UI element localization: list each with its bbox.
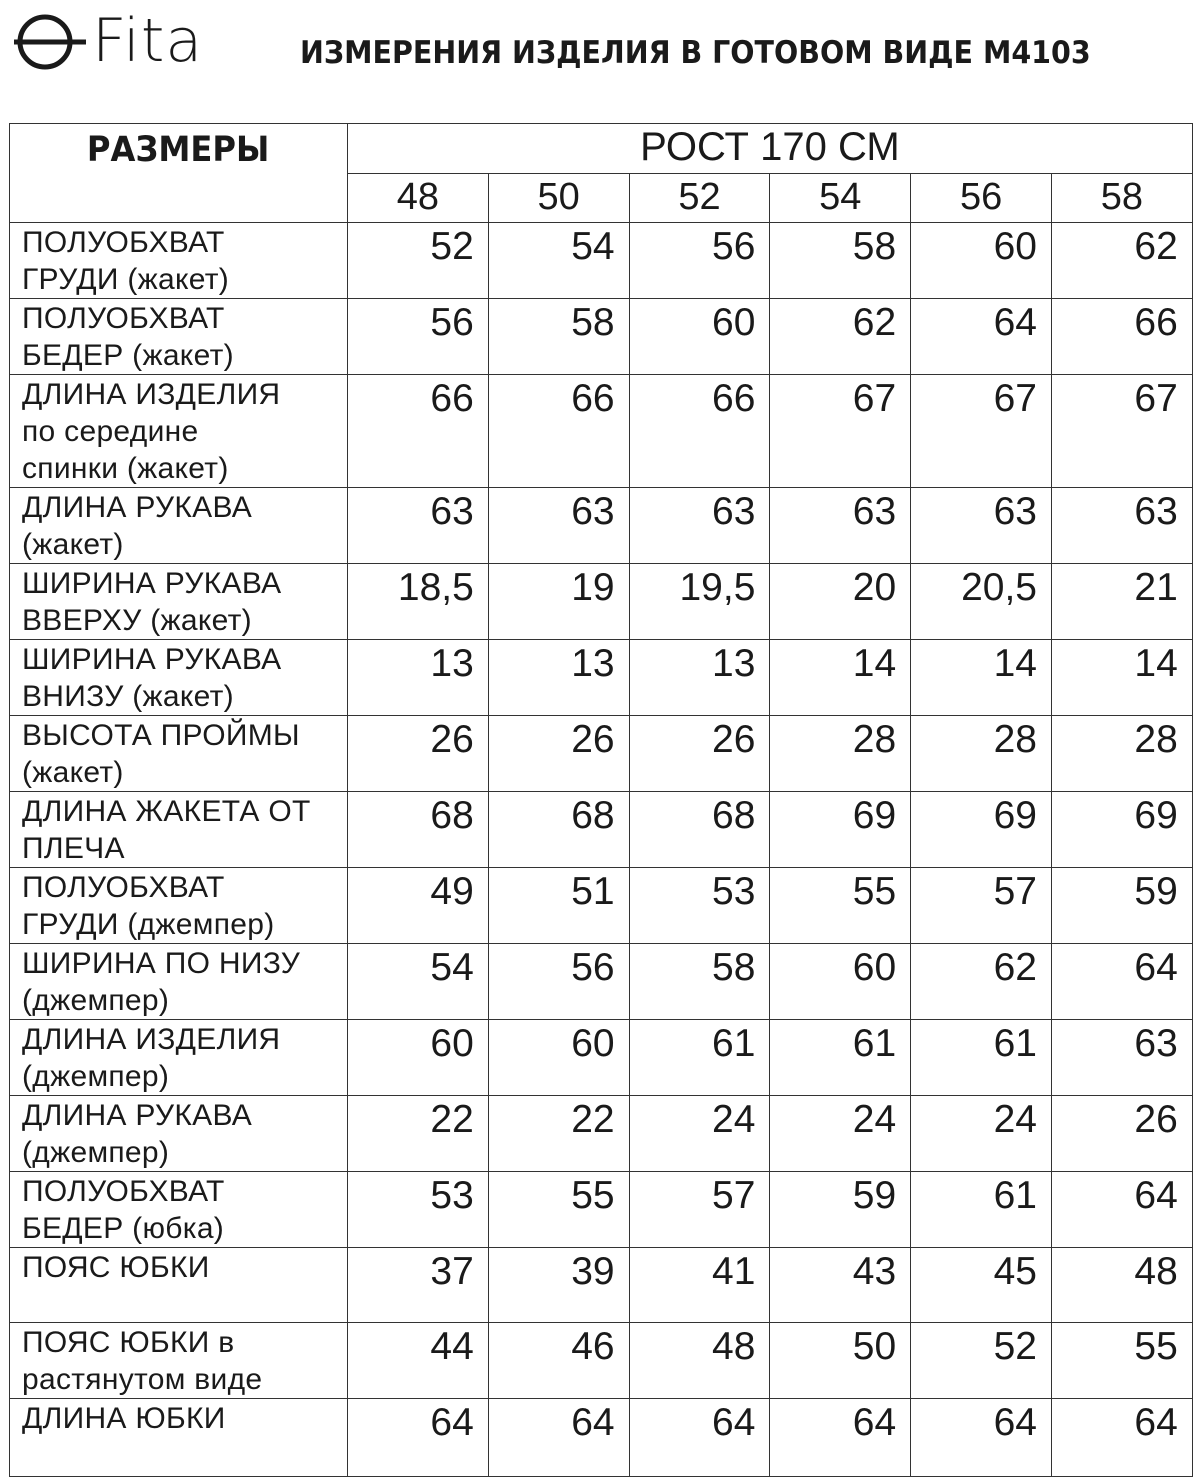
measurement-value: 59 bbox=[770, 1172, 911, 1248]
measurement-value: 48 bbox=[1051, 1248, 1192, 1323]
measurement-value: 13 bbox=[348, 640, 489, 716]
measurement-value: 63 bbox=[1051, 1020, 1192, 1096]
measurement-value: 69 bbox=[911, 792, 1052, 868]
measurement-value: 61 bbox=[629, 1020, 770, 1096]
size-header: 52 bbox=[629, 173, 770, 223]
measurement-value: 67 bbox=[770, 375, 911, 488]
measurement-value: 68 bbox=[629, 792, 770, 868]
measurement-value: 67 bbox=[1051, 375, 1192, 488]
measurement-value: 56 bbox=[348, 299, 489, 375]
measurement-value: 64 bbox=[348, 1399, 489, 1477]
measurement-value: 61 bbox=[911, 1172, 1052, 1248]
measurement-value: 55 bbox=[770, 868, 911, 944]
measurement-value: 60 bbox=[348, 1020, 489, 1096]
measurement-value: 69 bbox=[1051, 792, 1192, 868]
table-row bbox=[10, 716, 1193, 792]
measurement-label: ДЛИНА РУКАВА (жакет) bbox=[10, 488, 348, 564]
measurement-value: 49 bbox=[348, 868, 489, 944]
measurement-value: 63 bbox=[348, 488, 489, 564]
table-row bbox=[10, 1248, 1193, 1323]
measurement-value: 64 bbox=[629, 1399, 770, 1477]
measurement-value: 63 bbox=[629, 488, 770, 564]
measurement-value: 28 bbox=[911, 716, 1052, 792]
measurement-label: ДЛИНА РУКАВА (джемпер) bbox=[10, 1096, 348, 1172]
measurement-value: 60 bbox=[911, 223, 1052, 299]
fita-logo-icon bbox=[12, 8, 88, 74]
measurement-label: ШИРИНА ПО НИЗУ (джемпер) bbox=[10, 944, 348, 1020]
measurement-label: ШИРИНА РУКАВА ВНИЗУ (жакет) bbox=[10, 640, 348, 716]
measurement-value: 19,5 bbox=[629, 564, 770, 640]
measurement-value: 54 bbox=[348, 944, 489, 1020]
brand-name: Fita bbox=[92, 6, 204, 76]
table-row bbox=[10, 223, 1193, 299]
table-row bbox=[10, 944, 1193, 1020]
measurement-value: 14 bbox=[1051, 640, 1192, 716]
measurement-value: 61 bbox=[911, 1020, 1052, 1096]
measurement-value: 14 bbox=[770, 640, 911, 716]
measurement-value: 26 bbox=[348, 716, 489, 792]
size-header: 50 bbox=[488, 173, 629, 223]
measurement-value: 62 bbox=[1051, 223, 1192, 299]
measurement-value: 60 bbox=[488, 1020, 629, 1096]
measurement-value: 28 bbox=[1051, 716, 1192, 792]
height-header: РОСТ 170 СМ bbox=[348, 124, 1193, 174]
measurement-value: 26 bbox=[1051, 1096, 1192, 1172]
measurement-value: 46 bbox=[488, 1323, 629, 1399]
measurement-value: 60 bbox=[629, 299, 770, 375]
measurement-value: 68 bbox=[488, 792, 629, 868]
measurement-value: 24 bbox=[629, 1096, 770, 1172]
measurement-value: 24 bbox=[770, 1096, 911, 1172]
measurement-value: 20 bbox=[770, 564, 911, 640]
table-row bbox=[10, 564, 1193, 640]
measurement-value: 66 bbox=[629, 375, 770, 488]
measurement-value: 19 bbox=[488, 564, 629, 640]
measurement-value: 68 bbox=[348, 792, 489, 868]
measurement-value: 22 bbox=[348, 1096, 489, 1172]
measurement-value: 43 bbox=[770, 1248, 911, 1323]
measurement-value: 26 bbox=[488, 716, 629, 792]
measurement-value: 37 bbox=[348, 1248, 489, 1323]
measurement-value: 58 bbox=[488, 299, 629, 375]
measurement-value: 52 bbox=[911, 1323, 1052, 1399]
measurement-value: 58 bbox=[770, 223, 911, 299]
measurement-value: 18,5 bbox=[348, 564, 489, 640]
measurement-value: 39 bbox=[488, 1248, 629, 1323]
measurement-value: 53 bbox=[629, 868, 770, 944]
measurement-label: ПОЛУОБХВАТ БЕДЕР (жакет) bbox=[10, 299, 348, 375]
measurement-value: 41 bbox=[629, 1248, 770, 1323]
measurement-value: 54 bbox=[488, 223, 629, 299]
table-row bbox=[10, 1020, 1193, 1096]
measurement-label: ПОЛУОБХВАТ ГРУДИ (джемпер) bbox=[10, 868, 348, 944]
measurement-value: 63 bbox=[1051, 488, 1192, 564]
measurement-value: 53 bbox=[348, 1172, 489, 1248]
table-row bbox=[10, 299, 1193, 375]
measurement-label: ДЛИНА ЮБКИ bbox=[10, 1399, 348, 1477]
table-row bbox=[10, 868, 1193, 944]
measurement-value: 50 bbox=[770, 1323, 911, 1399]
measurement-value: 51 bbox=[488, 868, 629, 944]
measurement-label: ПОЯС ЮБКИ bbox=[10, 1248, 348, 1323]
measurement-value: 24 bbox=[911, 1096, 1052, 1172]
table-row bbox=[10, 640, 1193, 716]
measurement-value: 56 bbox=[629, 223, 770, 299]
measurement-value: 14 bbox=[911, 640, 1052, 716]
measurement-value: 22 bbox=[488, 1096, 629, 1172]
measurement-value: 13 bbox=[488, 640, 629, 716]
measurement-value: 55 bbox=[1051, 1323, 1192, 1399]
table-row bbox=[10, 1323, 1193, 1399]
table-row bbox=[10, 1399, 1193, 1477]
measurement-value: 44 bbox=[348, 1323, 489, 1399]
measurement-value: 62 bbox=[911, 944, 1052, 1020]
measurement-value: 58 bbox=[629, 944, 770, 1020]
size-header: 58 bbox=[1051, 173, 1192, 223]
measurement-value: 64 bbox=[1051, 1399, 1192, 1477]
measurement-value: 69 bbox=[770, 792, 911, 868]
table-row bbox=[10, 792, 1193, 868]
measurement-label: ПОЯС ЮБКИ в растянутом виде bbox=[10, 1323, 348, 1399]
measurement-label: ПОЛУОБХВАТ БЕДЕР (юбка) bbox=[10, 1172, 348, 1248]
measurement-value: 63 bbox=[911, 488, 1052, 564]
measurement-value: 59 bbox=[1051, 868, 1192, 944]
measurement-rows bbox=[10, 223, 1193, 1477]
measurement-value: 52 bbox=[348, 223, 489, 299]
measurement-value: 66 bbox=[348, 375, 489, 488]
size-chart-table bbox=[9, 123, 1193, 1477]
sizes-header: РАЗМЕРЫ bbox=[10, 124, 348, 223]
measurement-label: ВЫСОТА ПРОЙМЫ (жакет) bbox=[10, 716, 348, 792]
measurement-value: 45 bbox=[911, 1248, 1052, 1323]
measurement-value: 64 bbox=[488, 1399, 629, 1477]
measurement-value: 62 bbox=[770, 299, 911, 375]
table-row bbox=[10, 1096, 1193, 1172]
measurement-value: 63 bbox=[488, 488, 629, 564]
measurement-label: ПОЛУОБХВАТ ГРУДИ (жакет) bbox=[10, 223, 348, 299]
measurement-value: 28 bbox=[770, 716, 911, 792]
measurement-value: 55 bbox=[488, 1172, 629, 1248]
size-header: 56 bbox=[911, 173, 1052, 223]
measurement-value: 61 bbox=[770, 1020, 911, 1096]
measurement-label: ДЛИНА ЖАКЕТА ОТ ПЛЕЧА bbox=[10, 792, 348, 868]
table-row bbox=[10, 375, 1193, 488]
measurement-value: 57 bbox=[629, 1172, 770, 1248]
measurement-label: ДЛИНА ИЗДЕЛИЯ (джемпер) bbox=[10, 1020, 348, 1096]
measurement-label: ШИРИНА РУКАВА ВВЕРХУ (жакет) bbox=[10, 564, 348, 640]
size-header: 54 bbox=[770, 173, 911, 223]
measurement-value: 21 bbox=[1051, 564, 1192, 640]
measurement-value: 13 bbox=[629, 640, 770, 716]
measurement-value: 66 bbox=[488, 375, 629, 488]
measurement-value: 26 bbox=[629, 716, 770, 792]
header-row bbox=[10, 124, 1193, 174]
measurement-label: ДЛИНА ИЗДЕЛИЯ по середине спинки (жакет) bbox=[10, 375, 348, 488]
measurement-value: 48 bbox=[629, 1323, 770, 1399]
measurement-value: 64 bbox=[911, 299, 1052, 375]
measurement-value: 66 bbox=[1051, 299, 1192, 375]
measurement-value: 64 bbox=[911, 1399, 1052, 1477]
brand-logo bbox=[12, 6, 222, 76]
measurement-value: 64 bbox=[1051, 1172, 1192, 1248]
page-title: ИЗМЕРЕНИЯ ИЗДЕЛИЯ В ГОТОВОМ ВИДЕ М4103 bbox=[300, 35, 1091, 71]
measurement-value: 56 bbox=[488, 944, 629, 1020]
measurement-value: 63 bbox=[770, 488, 911, 564]
table-row bbox=[10, 1172, 1193, 1248]
measurement-value: 64 bbox=[1051, 944, 1192, 1020]
measurement-value: 20,5 bbox=[911, 564, 1052, 640]
measurement-value: 57 bbox=[911, 868, 1052, 944]
measurement-value: 60 bbox=[770, 944, 911, 1020]
measurement-value: 67 bbox=[911, 375, 1052, 488]
table-row bbox=[10, 488, 1193, 564]
size-header: 48 bbox=[348, 173, 489, 223]
measurement-value: 64 bbox=[770, 1399, 911, 1477]
